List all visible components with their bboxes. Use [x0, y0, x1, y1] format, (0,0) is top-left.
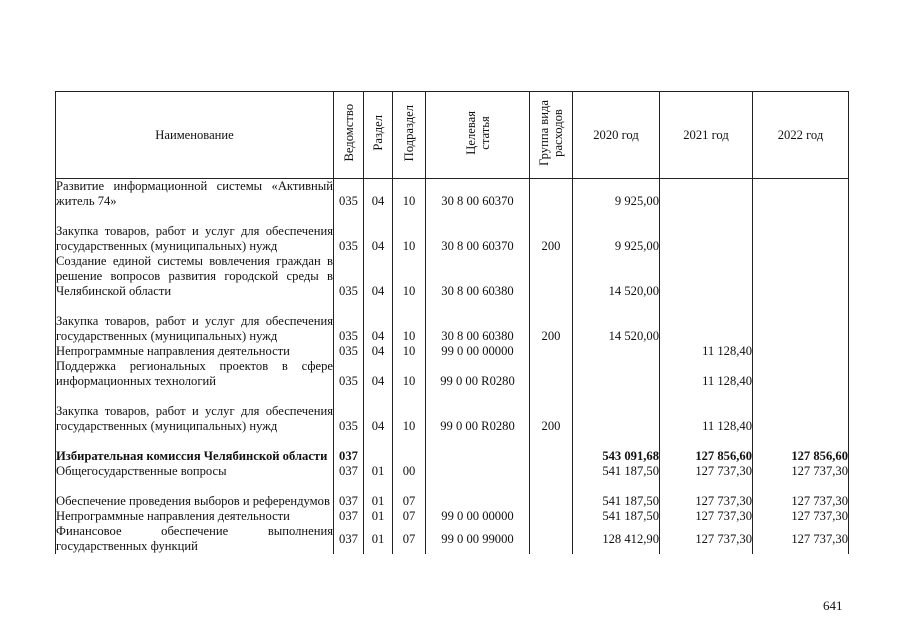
row-podrazdel: 10: [393, 299, 426, 344]
row-name: Создание единой системы вовлечения граждан в решение вопросов развития городской среды в Челябинской области: [56, 254, 333, 298]
header-razdel: Раздел: [364, 92, 393, 179]
row-2022: [753, 344, 849, 359]
row-podrazdel: 10: [393, 254, 426, 299]
row-target: 30 8 00 60370: [426, 209, 530, 254]
table-header-row: [56, 92, 849, 179]
row-target: 99 0 00 R0280: [426, 389, 530, 434]
row-2022: [753, 299, 849, 344]
row-2021: 127 737,30: [660, 479, 753, 509]
row-vedomstvo: 037: [334, 434, 364, 464]
row-group: [530, 254, 573, 299]
header-2021: 2021 год: [660, 92, 753, 179]
row-razdel: 01: [364, 464, 393, 479]
table-row: [56, 359, 849, 389]
row-2020: 541 187,50: [573, 509, 660, 524]
row-razdel: 01: [364, 524, 393, 554]
row-2020: 9 925,00: [573, 209, 660, 254]
row-group: [530, 509, 573, 524]
row-podrazdel: 10: [393, 179, 426, 210]
row-target: 99 0 00 R0280: [426, 359, 530, 389]
row-name: Непрограммные направления деятельности: [56, 509, 334, 524]
row-target: 99 0 00 00000: [426, 509, 530, 524]
row-vedomstvo: 035: [334, 344, 364, 359]
table-row: [56, 254, 849, 299]
row-target: 99 0 00 99000: [426, 524, 530, 554]
row-2020: 128 412,90: [573, 524, 660, 554]
row-2020: [573, 344, 660, 359]
row-2021: [660, 179, 753, 210]
row-group: [530, 479, 573, 509]
row-vedomstvo: 037: [334, 509, 364, 524]
row-2022: [753, 209, 849, 254]
row-2020: 14 520,00: [573, 254, 660, 299]
row-group: [530, 434, 573, 464]
table-row: [56, 344, 849, 359]
row-group: 200: [530, 389, 573, 434]
row-target: [426, 464, 530, 479]
row-2020: 543 091,68: [573, 434, 660, 464]
row-razdel: 01: [364, 509, 393, 524]
row-target: 30 8 00 60380: [426, 299, 530, 344]
row-group: [530, 524, 573, 554]
row-name: Обеспечение проведения выборов и референдумов: [56, 479, 334, 509]
page-number: 641: [823, 598, 843, 613]
header-name: Наименование: [56, 92, 334, 179]
budget-table: [55, 91, 849, 554]
table-row: [56, 524, 849, 554]
row-razdel: 04: [364, 179, 393, 210]
row-vedomstvo: 035: [334, 389, 364, 434]
row-podrazdel: 10: [393, 389, 426, 434]
row-name: Развитие информационной системы «Активный житель 74»: [56, 179, 333, 208]
row-2021: 127 856,60: [660, 434, 753, 464]
row-2021: [660, 299, 753, 344]
row-podrazdel: 07: [393, 524, 426, 554]
row-vedomstvo: 035: [334, 359, 364, 389]
table-row: [56, 434, 849, 464]
table-row: [56, 509, 849, 524]
row-vedomstvo: 035: [334, 209, 364, 254]
row-2022: 127 737,30: [753, 524, 849, 554]
header-target: Целевая статья: [426, 92, 530, 179]
row-name: Поддержка региональных проектов в сфере информационных технологий: [56, 359, 333, 388]
row-2020: [573, 389, 660, 434]
row-2021: [660, 209, 753, 254]
row-2021: [660, 254, 753, 299]
row-2022: [753, 179, 849, 210]
table-row: [56, 209, 849, 254]
row-2021: 127 737,30: [660, 464, 753, 479]
row-2021: 127 737,30: [660, 524, 753, 554]
row-razdel: [364, 434, 393, 464]
row-name: Непрограммные направления деятельности: [56, 344, 334, 359]
row-podrazdel: 07: [393, 509, 426, 524]
row-2020: 14 520,00: [573, 299, 660, 344]
row-group: [530, 359, 573, 389]
row-2022: [753, 254, 849, 299]
row-podrazdel: 10: [393, 344, 426, 359]
table-row: [56, 464, 849, 479]
row-razdel: 01: [364, 479, 393, 509]
row-2020: 541 187,50: [573, 479, 660, 509]
row-target: [426, 479, 530, 509]
row-2022: [753, 389, 849, 434]
row-2021: 11 128,40: [660, 359, 753, 389]
row-razdel: 04: [364, 389, 393, 434]
row-podrazdel: 10: [393, 209, 426, 254]
row-name: Закупка товаров, работ и услуг для обеспечения государственных (муниципальных) нужд: [56, 209, 334, 254]
row-name: Финансовое обеспечение выполнения государственных функций: [56, 524, 333, 553]
row-name: Закупка товаров, работ и услуг для обеспечения государственных (муниципальных) нужд: [56, 299, 334, 344]
row-target: [426, 434, 530, 464]
row-group: [530, 464, 573, 479]
header-group: Группа вида расходов: [530, 92, 573, 179]
row-vedomstvo: 037: [334, 464, 364, 479]
row-target: 30 8 00 60380: [426, 254, 530, 299]
row-2021: 11 128,40: [660, 344, 753, 359]
row-2022: 127 737,30: [753, 479, 849, 509]
row-name: Общегосударственные вопросы: [56, 464, 334, 479]
row-podrazdel: 07: [393, 479, 426, 509]
row-2020: [573, 359, 660, 389]
row-vedomstvo: 035: [334, 254, 364, 299]
table-row: [56, 299, 849, 344]
row-group: [530, 344, 573, 359]
row-2022: 127 737,30: [753, 464, 849, 479]
row-2022: 127 737,30: [753, 509, 849, 524]
table-row: [56, 179, 849, 210]
table-row: [56, 389, 849, 434]
row-2021: 11 128,40: [660, 389, 753, 434]
row-group: 200: [530, 299, 573, 344]
header-2020: 2020 год: [573, 92, 660, 179]
row-group: 200: [530, 209, 573, 254]
row-target: 99 0 00 00000: [426, 344, 530, 359]
row-target: 30 8 00 60370: [426, 179, 530, 210]
row-podrazdel: 00: [393, 464, 426, 479]
row-podrazdel: [393, 434, 426, 464]
row-name: Избирательная комиссия Челябинской области: [56, 434, 334, 464]
header-vedomstvo: Ведомство: [334, 92, 364, 179]
row-vedomstvo: 037: [334, 524, 364, 554]
row-podrazdel: 10: [393, 359, 426, 389]
row-2022: 127 856,60: [753, 434, 849, 464]
row-razdel: 04: [364, 344, 393, 359]
header-podrazdel: Подраздел: [393, 92, 426, 179]
header-2022: 2022 год: [753, 92, 849, 179]
row-2020: 9 925,00: [573, 179, 660, 210]
row-razdel: 04: [364, 209, 393, 254]
row-vedomstvo: 037: [334, 479, 364, 509]
row-2020: 541 187,50: [573, 464, 660, 479]
table-row: [56, 479, 849, 509]
row-vedomstvo: 035: [334, 179, 364, 210]
row-razdel: 04: [364, 299, 393, 344]
row-name: Закупка товаров, работ и услуг для обеспечения государственных (муниципальных) нужд: [56, 389, 334, 434]
row-group: [530, 179, 573, 210]
row-2021: 127 737,30: [660, 509, 753, 524]
row-razdel: 04: [364, 359, 393, 389]
row-razdel: 04: [364, 254, 393, 299]
row-2022: [753, 359, 849, 389]
row-vedomstvo: 035: [334, 299, 364, 344]
